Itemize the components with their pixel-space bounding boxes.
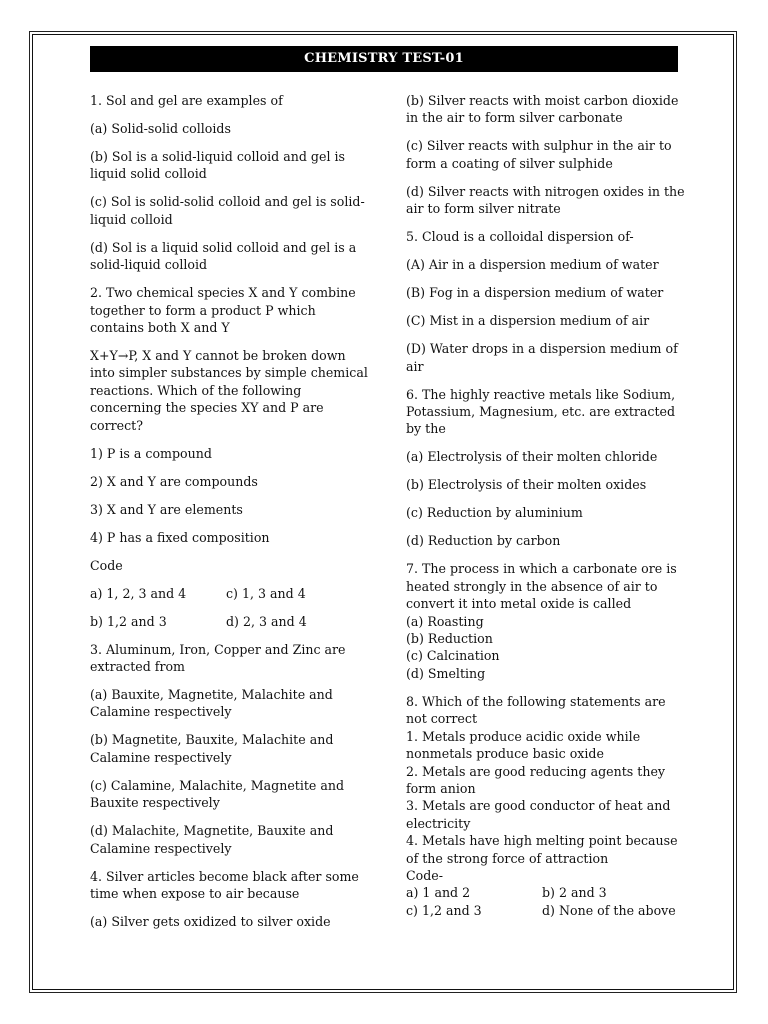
q4-option-c: (c) Silver reacts with sulphur in the air to form a coating of silver sulphide — [406, 138, 672, 171]
q8-answer-d: d) None of the above — [542, 902, 676, 918]
q2-answer-row-2 — [90, 613, 372, 630]
q2-item-3: 3) X and Y are elements — [90, 501, 243, 517]
q8-item-4: 4. Metals have high melting point because of the strong force of attraction — [406, 833, 678, 866]
left-column — [90, 92, 372, 941]
q2-statement: X+Y→P, X and Y cannot be broken down into simpler substances by simple chemical reactions. Which of the following concerning the species XY and P are correct? — [90, 348, 368, 433]
q8-code-label: Code- — [406, 867, 443, 883]
q6-option-a: (a) Electrolysis of their molten chloride — [406, 449, 658, 465]
question-7: 7. The process in which a carbonate ore is heated strongly in the absence of air to convert it into metal oxide is called — [406, 561, 677, 612]
q8-answer-b: b) 2 and 3 — [542, 885, 607, 901]
q4-option-a: (a) Silver gets oxidized to silver oxide — [90, 914, 331, 930]
q5-option-c: (C) Mist in a dispersion medium of air — [406, 313, 650, 329]
q3-option-d: (d) Malachite, Magnetite, Bauxite and Calamine respectively — [90, 823, 334, 856]
q8-item-3: 3. Metals are good conductor of heat and electricity — [406, 798, 671, 831]
q8-answer-row-1 — [406, 884, 686, 901]
q2-answer-d: d) 2, 3 and 4 — [226, 613, 307, 629]
q7-option-b: (b) Reduction — [406, 631, 493, 647]
q4-option-d: (d) Silver reacts with nitrogen oxides in the air to form silver nitrate — [406, 183, 685, 217]
q7-option-d: (d) Smelting — [406, 665, 486, 681]
question-1: 1. Sol and gel are examples of — [90, 93, 283, 108]
q8-item-1: 1. Metals produce acidic oxide while nonmetals produce basic oxide — [406, 728, 641, 762]
q1-option-a: (a) Solid-solid colloids — [90, 121, 231, 136]
q4-option-b: (b) Silver reacts with moist carbon dioxide in the air to form silver carbonate — [406, 93, 679, 126]
q7-option-a: (a) Roasting — [406, 613, 484, 629]
q3-option-b: (b) Magnetite, Bauxite, Malachite and Calamine respectively — [90, 732, 334, 765]
q6-option-c: (c) Reduction by aluminium — [406, 505, 583, 521]
question-5: 5. Cloud is a colloidal dispersion of- — [406, 229, 634, 245]
question-8-block — [406, 693, 686, 919]
q2-item-4: 4) P has a fixed composition — [90, 529, 270, 545]
q2-answer-row-1 — [90, 585, 372, 602]
right-column — [406, 92, 686, 930]
q3-option-a: (a) Bauxite, Magnetite, Malachite and Calamine respectively — [90, 687, 333, 720]
q6-option-d: (d) Reduction by carbon — [406, 533, 561, 549]
q7-option-c: (c) Calcination — [406, 648, 500, 664]
q2-answer-c: c) 1, 3 and 4 — [226, 585, 306, 601]
q8-answer-c: c) 1,2 and 3 — [406, 902, 482, 918]
q3-option-c: (c) Calamine, Malachite, Magnetite and Bauxite respectively — [90, 777, 345, 811]
q2-item-1: 1) P is a compound — [90, 445, 212, 461]
question-7-block — [406, 560, 686, 682]
q8-item-2: 2. Metals are good reducing agents they form anion — [406, 763, 666, 796]
q8-answer-row-2 — [406, 902, 686, 919]
q5-option-a: (A) Air in a dispersion medium of water — [406, 257, 659, 273]
q2-answer-a: a) 1, 2, 3 and 4 — [90, 585, 187, 601]
q5-option-d: (D) Water drops in a dispersion medium of air — [406, 341, 678, 374]
q6-option-b: (b) Electrolysis of their molten oxides — [406, 477, 647, 493]
q2-item-2: 2) X and Y are compounds — [90, 473, 258, 489]
q2-answer-b: b) 1,2 and 3 — [90, 613, 167, 629]
q1-option-b: (b) Sol is a solid-liquid colloid and gel is liquid solid colloid — [90, 149, 345, 182]
page-title: CHEMISTRY TEST-01 — [90, 46, 678, 72]
question-2: 2. Two chemical species X and Y combine together to form a product P which contains both X and Y — [90, 285, 356, 336]
q1-option-d: (d) Sol is a liquid solid colloid and gel is a solid-liquid colloid — [90, 239, 357, 273]
question-4: 4. Silver articles become black after some time when expose to air because — [90, 868, 359, 902]
q2-code-label: Code — [90, 557, 123, 573]
question-6: 6. The highly reactive metals like Sodium, Potassium, Magnesium, etc. are extracted by the — [406, 386, 676, 437]
q1-option-c: (c) Sol is solid-solid colloid and gel is solid-liquid colloid — [90, 194, 365, 227]
q8-answer-a: a) 1 and 2 — [406, 885, 471, 901]
question-8: 8. Which of the following statements are not correct — [406, 693, 666, 727]
question-3: 3. Aluminum, Iron, Copper and Zinc are extracted from — [90, 641, 346, 675]
q5-option-b: (B) Fog in a dispersion medium of water — [406, 285, 664, 301]
